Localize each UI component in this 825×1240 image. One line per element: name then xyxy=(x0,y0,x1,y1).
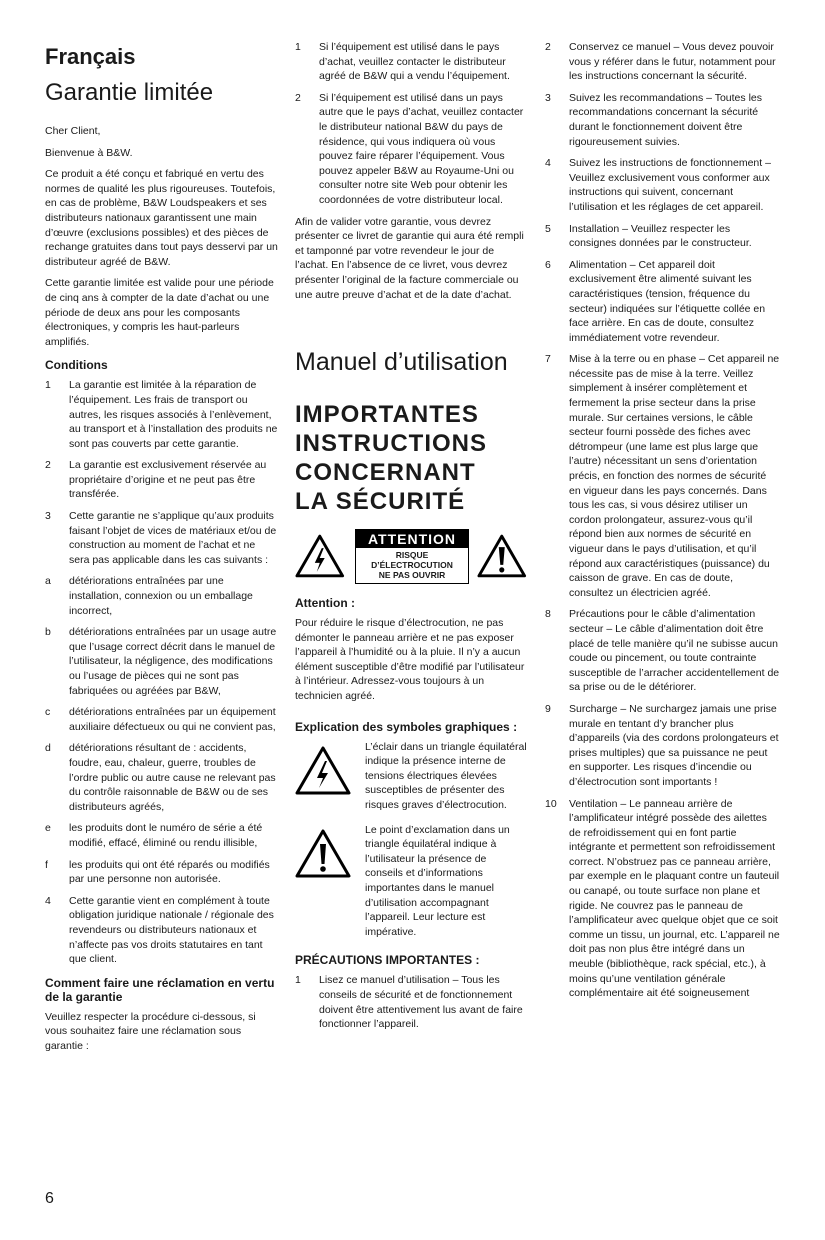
exclamation-triangle-icon xyxy=(477,534,527,578)
list-item: 7 Mise à la terre ou en phase – Cet appareil ne nécessite pas de mise à la terre. Veillez simplement à insérer complètement et fermement la prise secteur dans la prise murale. Sur certaines versions, le câble secteur fourni possède des fiches avec détrompeur (une lame est plus large que l’autre) nécessitant un sens d’orientation précis, en fonction des normes de sécurité en vigueur dans les pays concernés. Dans tous les cas, si vous désirez utiliser un cordon prolongateur, assurez-vous qu’il répond bien aux normes de sécurité en vigueur dans le pays d’utilisation, et qu’il répond aux caractéristiques (puissance) du caisson de grave. En cas de doute, consultez un électricien agréé. xyxy=(545,353,780,599)
attention-label: ATTENTION xyxy=(356,530,469,548)
lightning-triangle-icon xyxy=(295,746,351,796)
precautions-heading: PRÉCAUTIONS IMPORTANTES : xyxy=(295,953,480,968)
list-item: c détériorations entraînées par un équipement auxiliaire défectueux ou qui ne convient pas, xyxy=(45,706,276,733)
symbol-lightning xyxy=(295,740,527,813)
manual-title: Manuel d’utilisation xyxy=(295,348,508,377)
attention-box xyxy=(355,529,470,584)
welcome: Bienvenue à B&W. xyxy=(45,146,133,159)
symbol-exclamation-text: Le point d’exclamation dans un triangle équilatéral indique à l’utilisateur la présence de conseils et d’informations importantes dans le manuel d’utilisation accompagnant l’appareil. Leur lecture est impérative. xyxy=(365,823,510,938)
attention-heading: Attention : xyxy=(295,596,355,611)
list-item: 2 Conservez ce manuel – Vous devez pouvoir vous y référer dans le futur, notamment pour les instructions concernant la sécurité. xyxy=(545,41,776,83)
symbols-heading: Explication des symboles graphiques : xyxy=(295,719,518,734)
validity-paragraph: Cette garantie limitée est valide pour une période de cinq ans à compter de la date d’achat ou une période de deux ans pour les composants électroniques, y compris les haut-parleurs amplifiés. xyxy=(45,277,274,348)
list-item: 6 Alimentation – Cet appareil doit exclusivement être alimenté suivant les caractéristiques (tension, fréquence du secteur) indiquées sur l’étiquette collée en face arrière. En cas de doute, consultez immédiatement votre revendeur. xyxy=(545,258,766,344)
list-item: 1 La garantie est limitée à la réparation de l’équipement. Les frais de transport ou autres, les risques associés à l’enlèvement, au transport et à l’installation des produits ne sont pas couverts par cette garantie. xyxy=(45,379,278,450)
list-item: f les produits qui ont été réparés ou modifiés par une personne non autorisée. xyxy=(45,858,270,886)
attention-warning-label xyxy=(295,530,527,582)
list-item: b détériorations entraînées par un usage autre que l’usage correct décrit dans le manuel de l’utilisateur, la négligence, des modifications ou l’usage de pièces qui ne sont pas fabriquées ou agréées par B&W, xyxy=(45,626,277,697)
attention-paragraph: Pour réduire le risque d’électrocution, ne pas démonter le panneau arrière et ne pas exposer l’appareil à l’humidité ou à la pluie. Il n’y a aucun élément susceptible d’être modifié par l’utilisateur à l’intérieur. Adressez-vous toujours à un technicien agréé. xyxy=(295,617,525,703)
list-item: 2 La garantie est exclusivement réservée au propriétaire d’origine et ne peut pas être transférée. xyxy=(45,459,267,501)
list-item: 4 Suivez les instructions de fonctionnement – Veuillez exclusivement vous conformer aux instructions qui suivent, concernant l’utilisation et les réglages de cet appareil. xyxy=(545,157,771,213)
list-item: 3 Cette garantie ne s’applique qu’aux produits faisant l’objet de vices de matériaux et/ou de construction au moment de l’achat et ne sera pas applicable dans les cas suivants : xyxy=(45,510,277,566)
list-item: 10 Ventilation – Le panneau arrière de l’amplificateur intégré possède des ailettes de refroidissement qui en font partie intégrante et permettent son refroidissement correct. N’obstruez pas ce panneau arrière, par exemple en le plaquant contre un fauteuil ou canapé, ou toute surface non plane et rigide. Ne couvrez pas le panneau de l’amplificateur avec quelque objet que ce soit comme un tissu, un journal, etc. L’appareil ne doit pas non plus être intégré dans un meuble (bibliothèque, rack spécial, etc.), à moins qu’une ventilation générale complémentaire ait été soigneusement xyxy=(545,797,780,1000)
column-warranty xyxy=(45,40,278,1060)
list-item: a détériorations entraînées par une installation, connexion ou un emballage incorrect, xyxy=(45,575,253,617)
column-manual xyxy=(295,40,527,1039)
warranty-title: Garantie limitée xyxy=(45,79,214,106)
conditions-heading: Conditions xyxy=(45,358,108,373)
claim-heading: Comment faire une réclamation en vertu de la garantie xyxy=(45,975,275,1004)
claim-list xyxy=(295,40,527,208)
list-item: 8 Précautions pour le câble d’alimentation secteur – Le câble d’alimentation doit être placé de telle manière qu’il ne subisse aucun coude ou pincement, ou toute contrainte susceptible de l’arracher accidentellement de sa prise ou de le détériorer. xyxy=(545,608,780,694)
list-item: 4 Cette garantie vient en complément à toute obligation juridique nationale / régionale des revendeurs ou distributeurs nationaux et n’affecte pas vos droits statutaires en tant que client. xyxy=(45,894,274,966)
conditions-list xyxy=(45,378,278,966)
symbol-exclamation xyxy=(295,823,527,940)
exclamation-triangle-icon xyxy=(295,829,351,879)
claim-paragraph: Veuillez respecter la procédure ci-dessous, si vous souhaitez faire une réclamation sous garantie : xyxy=(45,1010,256,1052)
list-item: 5 Installation – Veuillez respecter les consignes données par le constructeur. xyxy=(545,222,752,250)
list-item: 3 Suivez les recommandations – Toutes les recommandations concernant la sécurité durant le fonctionnement doivent être rigoureusement suivies. xyxy=(545,91,762,148)
column-precautions xyxy=(545,40,780,1008)
lightning-triangle-icon xyxy=(295,534,345,578)
list-item: 2 Si l’équipement est utilisé dans un pays autre que le pays d’achat, veuillez contacter le distributeur national B&W du pays de résidence, qui vous indiquera où vous pouvez faire réparer l’équipement. Vous pouvez appeler B&W au Royaume-Uni ou consulter notre site Web pour obtenir les coordonnées de votre distributeur local. xyxy=(295,91,524,206)
page-number: 6 xyxy=(45,1190,54,1207)
symbol-lightning-text: L’éclair dans un triangle équilatéral indique la présence interne de tensions électriques élevées susceptibles de présenter des risques graves d’électrocution. xyxy=(365,740,527,812)
list-item: d détériorations résultant de : accidents, foudre, eau, chaleur, guerre, troubles de l’ordre public ou autre cause ne relevant pas du contrôle raisonnable de B&W ou de ses distributeurs agréés, xyxy=(45,742,276,813)
language-heading: Français xyxy=(45,44,136,69)
list-item: 1 Si l’équipement est utilisé dans le pays d’achat, veuillez contacter le distributeur agréé de B&W qui a vendu l’équipement. xyxy=(295,41,510,83)
list-item: 9 Surcharge – Ne surchargez jamais une prise murale en tentant d’y brancher plus d’appareils (via des cordons prolongateurs et prises multiples) que sa puissance ne peut en supporter. Les risques d’incendie ou d’électrocution sont importants ! xyxy=(545,702,779,788)
greeting: Cher Client, xyxy=(45,125,101,137)
validate-paragraph: Afin de valider votre garantie, vous devrez présenter ce livret de garantie qui aura été rempli et tamponné par votre revendeur le jour de l’achat. En l’absence de ce livret, vous devrez présenter l’original de la facture commerciale ou une autre preuve d’achat et de la date d’achat. xyxy=(295,215,524,301)
list-item: e les produits dont le numéro de série a été modifié, effacé, éliminé ou rendu illisible, xyxy=(45,822,263,849)
list-item: 1 Lisez ce manuel d’utilisation – Tous les conseils de sécurité et de fonctionnement doivent être attentivement lus avant de faire fonctionner l’appareil. xyxy=(295,974,523,1031)
intro-paragraph: Ce produit a été conçu et fabriqué en vertu des normes de qualité les plus rigoureuses. Toutefois, en cas de problème, B&W Loudspeakers et ses distributeurs nationaux garantissent une main d’œuvre (exclusions possibles) et des pièces de rechange gratuites dans tout pays desservi par un distributeur agréé de B&W. xyxy=(45,168,278,268)
attention-sublabel: RISQUE D’ÉLECTROCUTION NE PAS OUVRIR xyxy=(371,549,453,580)
safety-heading: IMPORTANTES INSTRUCTIONS CONCERNANT LA SÉCURITÉ xyxy=(295,401,487,516)
